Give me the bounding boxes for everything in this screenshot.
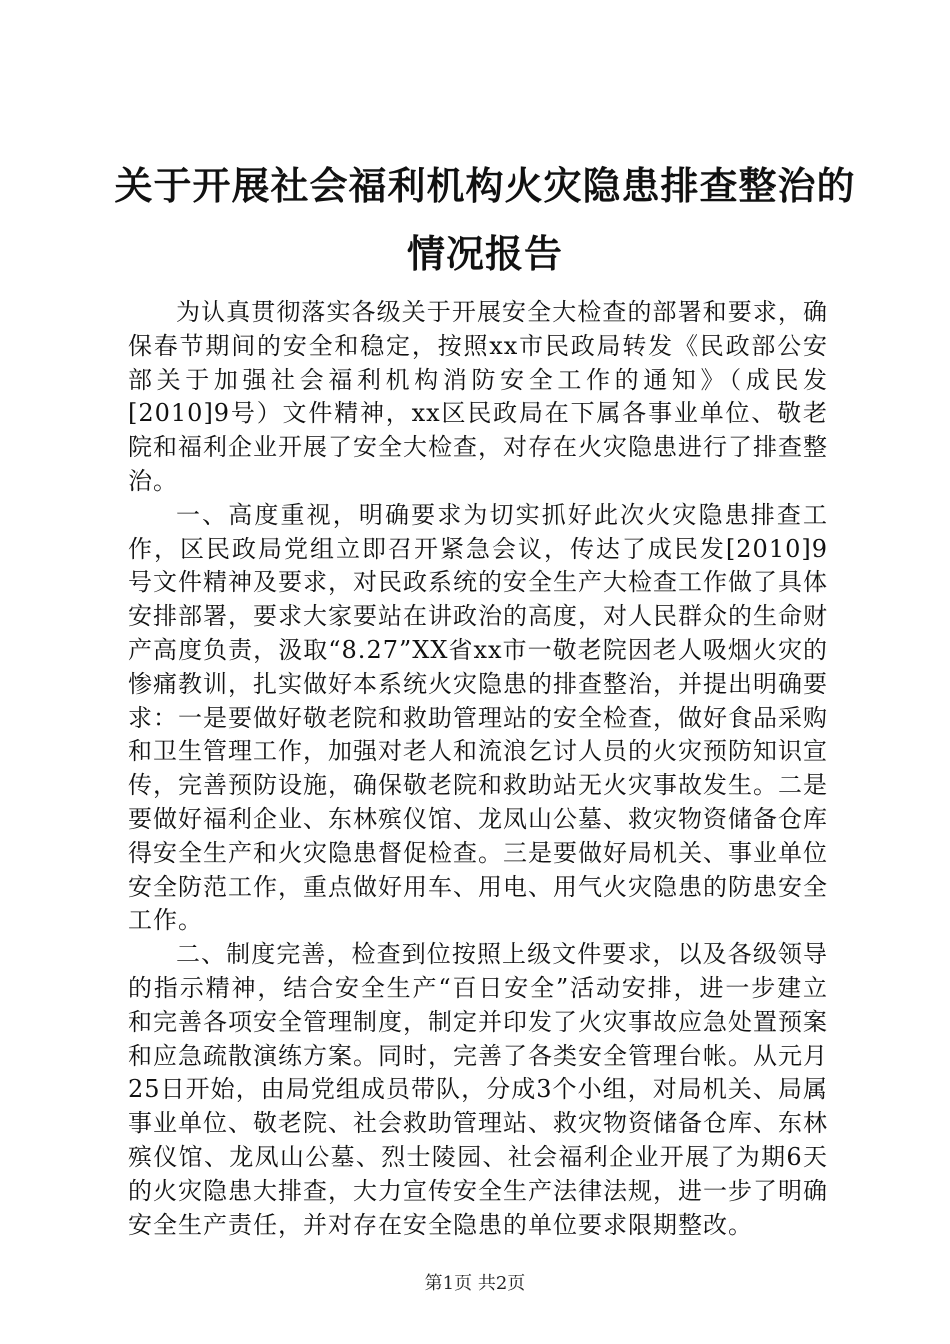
document-title: 关于开展社会福利机构火灾隐患排查整治的情况报告: [114, 163, 856, 276]
page-number-footer: 第1页 共2页: [424, 1273, 526, 1294]
paragraph-intro: 为认真贯彻落实各级关于开展安全大检查的部署和要求，确保春节期间的安全和稳定，按照xx市民政局转发《民政部公安部关于加强社会福利机构消防安全工作的通知》（成民发[2010]9号）文件精神，xx区民政局在下属各事业单位、敬老院和福利企业开展了安全大检查，对存在火灾隐患进行了排查整治。: [128, 298, 828, 495]
document-body: [128, 296, 828, 1242]
paragraph-section-two: 二、制度完善，检查到位按照上级文件要求，以及各级领导的指示精神，结合安全生产“百日安全”活动安排，进一步建立和完善各项安全管理制度，制定并印发了火灾事故应急处置预案和应急疏散演练方案。同时，完善了各类安全管理台帐。从元月25日开始，由局党组成员带队，分成3个小组，对局机关、局属事业单位、敬老院、社会救助管理站、救灾物资储备仓库、东林殡仪馆、龙凤山公墓、烈士陵园、社会福利企业开展了为期6天的火灾隐患大排查，大力宣传安全生产法律法规，进一步了明确安全生产责任，并对存在安全隐患的单位要求限期整改。: [128, 940, 828, 1239]
paragraph-section-one: 一、高度重视，明确要求为切实抓好此次火灾隐患排查工作，区民政局党组立即召开紧急会议，传达了成民发[2010]9号文件精神及要求，对民政系统的安全生产大检查工作做了具体安排部署，要求大家要站在讲政治的高度，对人民群众的生命财产高度负责，汲取“8.27”XX省xx市一敬老院因老人吸烟火灾的惨痛教训，扎实做好本系统火灾隐患的排查整治，并提出明确要求：一是要做好敬老院和救助管理站的安全检查，做好食品采购和卫生管理工作，加强对老人和流浪乞讨人员的火灾预防知识宣传，完善预防设施，确保敬老院和救助站无火灾事故发生。二是要做好福利企业、东林殡仪馆、龙凤山公墓、救灾物资储备仓库得安全生产和火灾隐患督促检查。三是要做好局机关、事业单位安全防范工作，重点做好用车、用电、用气火灾隐患的防患安全工作。: [128, 500, 828, 935]
